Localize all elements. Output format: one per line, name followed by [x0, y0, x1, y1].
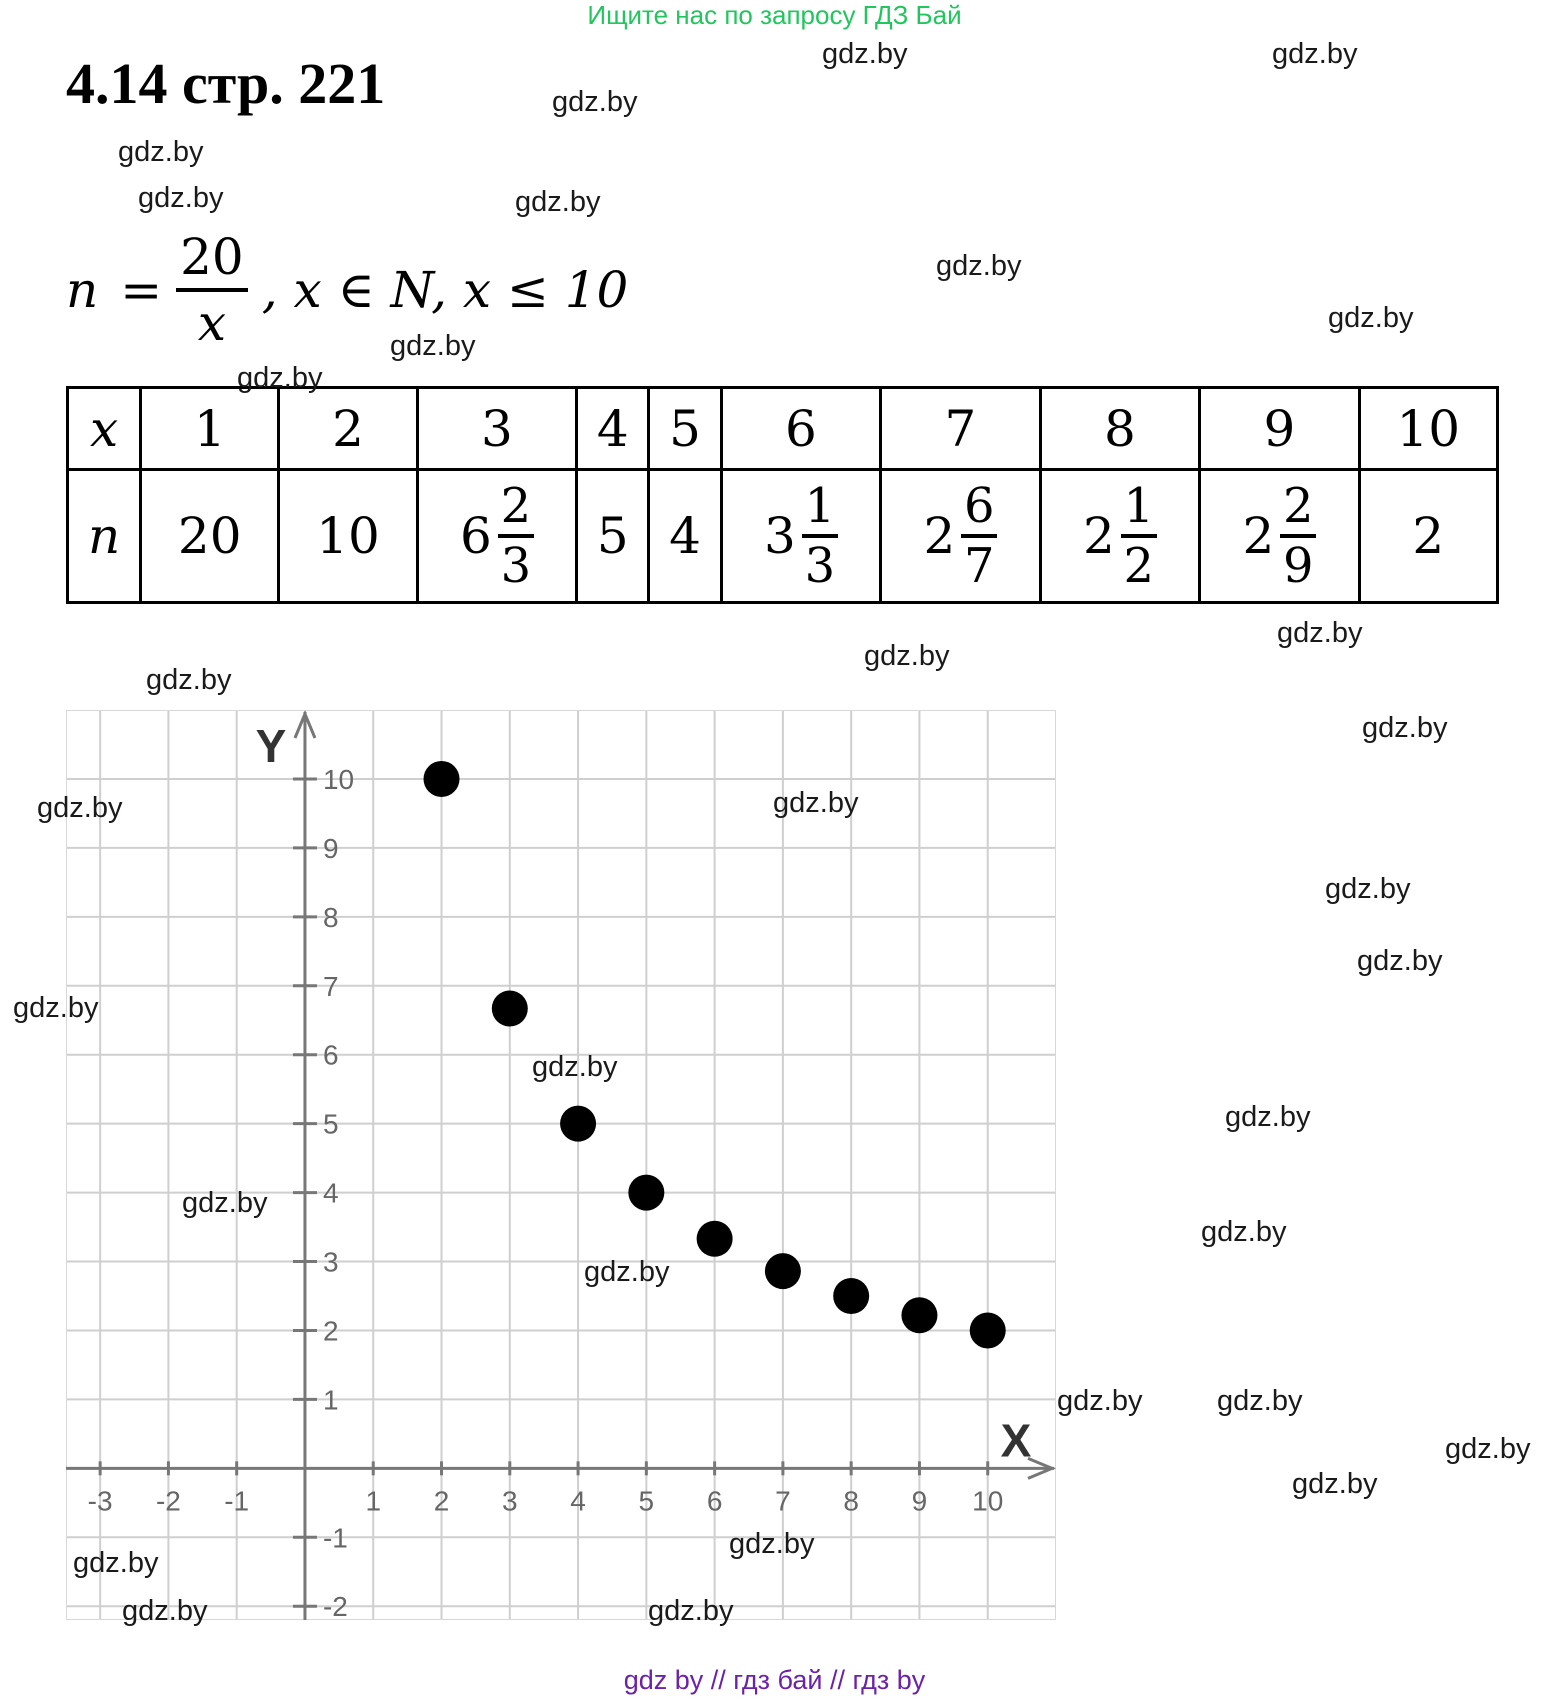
y-tick-label: 7 [322, 970, 339, 1002]
watermark-text: gdz.by [1201, 1216, 1287, 1248]
watermark-text: gdz.by [73, 1547, 159, 1579]
whole-part: 5 [596, 507, 629, 565]
data-point [560, 1106, 596, 1142]
watermark-text: gdz.by [1292, 1468, 1378, 1500]
mixed-number [764, 478, 838, 594]
x-tick-label: 4 [570, 1485, 586, 1517]
whole-part: 20 [177, 507, 242, 565]
n-row [68, 470, 1498, 603]
fraction-part [802, 478, 838, 594]
y-axis-label: Y [255, 720, 287, 772]
whole-part: 6 [460, 507, 492, 565]
watermark-text: gdz.by [648, 1595, 734, 1627]
watermark-text: gdz.by [1057, 1385, 1143, 1417]
x-cell: 8 [1040, 388, 1199, 470]
mixed-number [178, 507, 242, 565]
watermark-text: gdz.by [1328, 302, 1414, 334]
watermark-text: gdz.by [1357, 945, 1443, 977]
fraction-denominator: 2 [1123, 538, 1155, 594]
data-point [833, 1278, 869, 1314]
whole-part: 2 [1412, 507, 1445, 565]
mixed-number [923, 478, 998, 594]
n-cell [279, 470, 417, 603]
x-cell: 1 [141, 388, 279, 470]
chart-frame [66, 710, 1056, 1620]
exercise-heading: 4.14 стр. 221 [66, 51, 386, 116]
x-cell: 7 [881, 388, 1040, 470]
watermark-text: gdz.by [37, 792, 123, 824]
mixed-number [669, 507, 701, 565]
x-tick-label: 6 [706, 1485, 723, 1517]
n-cell [721, 470, 880, 603]
data-point [970, 1312, 1006, 1348]
watermark-text: gdz.by [390, 330, 476, 362]
y-tick-label: 6 [322, 1039, 339, 1071]
n-cell [649, 470, 721, 603]
watermark-text: gdz.by [138, 182, 224, 214]
fraction-numerator: 1 [1123, 478, 1155, 534]
fraction-denominator: 3 [804, 538, 836, 594]
mixed-number [316, 507, 380, 565]
y-tick-label: 4 [322, 1177, 339, 1209]
fraction-numerator: 2 [500, 478, 532, 534]
n-cell [881, 470, 1040, 603]
fraction-numerator: 6 [964, 478, 995, 534]
x-cell: 3 [417, 388, 576, 470]
x-cell: 2 [279, 388, 417, 470]
watermark-text: gdz.by [532, 1051, 618, 1083]
n-cell [1359, 470, 1497, 603]
n-cell [417, 470, 576, 603]
whole-part: 3 [764, 507, 796, 565]
data-point [424, 761, 460, 797]
whole-part: 2 [923, 507, 956, 565]
watermark-text: gdz.by [1445, 1433, 1531, 1465]
y-tick-label: 3 [322, 1246, 339, 1278]
watermark-text: gdz.by [122, 1595, 208, 1627]
formula-lhs: n [66, 261, 99, 319]
formula-denominator: x [197, 294, 227, 352]
mixed-number [1412, 507, 1444, 565]
fraction-part [1121, 478, 1157, 594]
watermark-text: gdz.by [584, 1256, 670, 1288]
y-tick-label: -2 [322, 1591, 348, 1620]
watermark-text: gdz.by [552, 86, 638, 118]
watermark-text: gdz.by [729, 1528, 815, 1560]
fraction-denominator: 3 [500, 538, 532, 594]
watermark-text: gdz.by [118, 136, 204, 168]
x-tick-label: -2 [155, 1485, 181, 1517]
whole-part: 4 [669, 507, 701, 565]
data-point [628, 1175, 664, 1211]
y-tick-label: -1 [322, 1522, 348, 1554]
y-tick-label: 1 [322, 1384, 339, 1416]
watermark-text: gdz.by [1225, 1101, 1311, 1133]
formula-equals: = [120, 261, 163, 319]
watermark-text: gdz.by [515, 186, 601, 218]
fraction-part [498, 478, 534, 594]
x-tick-label: 5 [638, 1485, 655, 1517]
x-tick-label: 9 [911, 1485, 928, 1517]
x-tick-label: 8 [843, 1485, 859, 1517]
x-cell: 6 [721, 388, 880, 470]
whole-part: 10 [316, 507, 380, 565]
x-tick-label: 7 [775, 1485, 791, 1517]
x-row [68, 388, 1498, 470]
data-point [901, 1297, 937, 1333]
formula [66, 215, 628, 365]
x-tick-label: 10 [972, 1485, 1004, 1517]
watermark-text: gdz.by [1325, 873, 1411, 905]
top-banner[interactable]: Ищите нас по запросу ГДЗ Бай [587, 0, 962, 30]
formula-condition: , x ∈ N, x ≤ 10 [261, 261, 629, 319]
n-cell [1040, 470, 1199, 603]
watermark-text: gdz.by [864, 640, 950, 672]
x-row-header: x [68, 388, 141, 470]
y-tick-label: 8 [322, 901, 339, 933]
mixed-number [597, 507, 629, 565]
mixed-number [460, 478, 534, 594]
x-cell: 10 [1359, 388, 1497, 470]
n-cell [141, 470, 279, 603]
y-tick-label: 9 [322, 832, 339, 864]
whole-part: 2 [1242, 507, 1275, 565]
x-cell: 9 [1200, 388, 1359, 470]
y-tick-label: 10 [322, 763, 355, 795]
data-point [765, 1253, 801, 1289]
watermark-text: gdz.by [1217, 1385, 1303, 1417]
watermark-text: gdz.by [182, 1187, 268, 1219]
y-tick-label: 5 [322, 1108, 339, 1140]
x-tick-label: 1 [365, 1485, 382, 1517]
fraction-part [961, 478, 997, 594]
fraction-denominator: 7 [964, 538, 995, 594]
mixed-number [1242, 478, 1316, 594]
n-row-header: n [68, 470, 141, 603]
formula-fraction [176, 228, 248, 352]
n-cell [577, 470, 649, 603]
whole-part: 2 [1082, 507, 1115, 565]
fraction-part [1280, 478, 1316, 594]
x-tick-label: 3 [502, 1485, 518, 1517]
x-cell: 4 [577, 388, 649, 470]
fraction-numerator: 1 [804, 478, 836, 534]
footer-links[interactable]: gdz by // гдз бай // гдз by [623, 1665, 926, 1695]
watermark-text: gdz.by [13, 992, 99, 1024]
watermark-text: gdz.by [936, 250, 1022, 282]
scatter-chart [66, 710, 1056, 1620]
x-tick-label: 2 [433, 1485, 450, 1517]
watermark-text: gdz.by [146, 664, 232, 696]
x-tick-label: -1 [224, 1485, 250, 1517]
y-tick-label: 2 [322, 1315, 339, 1347]
values-table [66, 386, 1499, 604]
watermark-text: gdz.by [1277, 617, 1363, 649]
x-tick-label: -3 [87, 1485, 113, 1517]
watermark-text: gdz.by [773, 787, 859, 819]
data-point [697, 1221, 733, 1257]
n-cell [1200, 470, 1359, 603]
watermark-text: gdz.by [237, 362, 323, 394]
x-axis-label: X [1000, 1414, 1032, 1467]
x-cell: 5 [649, 388, 721, 470]
watermark-text: gdz.by [1272, 38, 1358, 70]
fraction-numerator: 2 [1282, 478, 1314, 534]
formula-numerator: 20 [180, 228, 244, 286]
watermark-text: gdz.by [822, 38, 908, 70]
data-point [492, 991, 528, 1027]
mixed-number [1082, 478, 1157, 594]
watermark-text: gdz.by [1362, 712, 1448, 744]
fraction-denominator: 9 [1282, 538, 1314, 594]
